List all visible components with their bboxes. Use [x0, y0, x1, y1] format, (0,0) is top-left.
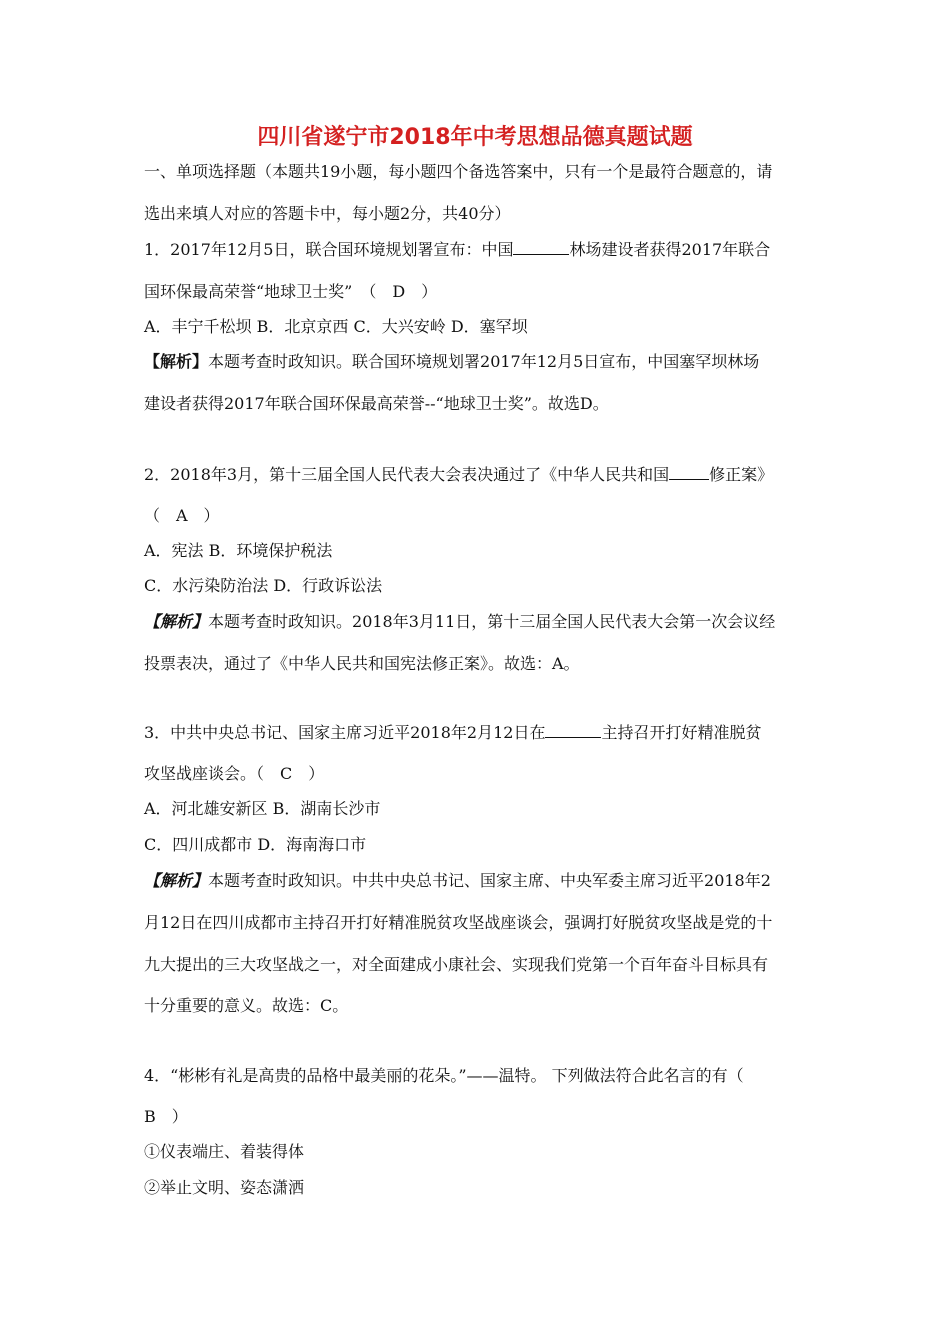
q3-stem-continued: 攻坚战座谈会。（ C ）: [144, 764, 325, 783]
q3-analysis-line-4: 十分重要的意义。故选：C。: [144, 996, 349, 1015]
q1-analysis-tag: 【解析】: [144, 352, 209, 371]
q3-options-1: A．河北雄安新区 B．湖南长沙市: [144, 799, 381, 818]
q2-options-1: A．宪法 B．环境保护税法: [144, 541, 333, 560]
q2-blank: [669, 465, 709, 480]
q2-stem-part-a: 2．2018年3月，第十三届全国人民代表大会表决通过了《中华人民共和国: [144, 465, 670, 484]
q1-analysis-line-2: 建设者获得2017年联合国环保最高荣誉--“地球卫士奖”。故选D。: [144, 394, 609, 413]
document-title: 四川省遂宁市2018年中考思想品德真题试题: [257, 125, 693, 150]
q2-stem-part-b: 修正案》: [709, 465, 774, 484]
q2-options-2: C．水污染防治法 D．行政诉讼法: [144, 576, 383, 595]
q3-options-2: C．四川成都市 D．海南海口市: [144, 835, 367, 854]
q3-analysis-line-2: 月12日在四川成都市主持召开打好精准脱贫攻坚战座谈会，强调打好脱贫攻坚战是党的十: [144, 913, 773, 932]
q2-analysis-line-2: 投票表决，通过了《中华人民共和国宪法修正案》。故选：A。: [144, 654, 580, 673]
q1-options: A．丰宁千松坝 B．北京京西 C．大兴安岭 D．塞罕坝: [144, 317, 528, 336]
q1-analysis-line-1: [144, 352, 824, 372]
q2-analysis-line-1: [144, 612, 824, 632]
section-instruction-line-1: 一、单项选择题（本题共19小题，每小题四个备选答案中，只有一个是最符合题意的，请: [144, 162, 773, 181]
q3-analysis-line-3: 九大提出的三大攻坚战之一，对全面建成小康社会、实现我们党第一个百年奋斗目标具有: [144, 955, 769, 974]
q1-stem-continued: 国环保最高荣誉“地球卫士奖” （ D ）: [144, 282, 438, 301]
q2-answer: （ A ）: [144, 506, 220, 525]
q1-stem-part-a: 1．2017年12月5日，联合国环境规划署宣布：中国: [144, 240, 514, 259]
section-instruction-line-2: 选出来填人对应的答题卡中，每小题2分，共40分）: [144, 204, 511, 223]
q3-analysis-tag: 【解析】: [144, 871, 209, 890]
q2-analysis-tag: 【解析】: [144, 612, 209, 631]
q1-analysis-text-1: 本题考查时政知识。联合国环境规划署2017年12月5日宣布，中国塞罕坝林场: [208, 352, 760, 371]
q2-analysis-text-1: 本题考查时政知识。2018年3月11日，第十三届全国人民代表大会第一次会议经: [208, 612, 776, 631]
q3-stem-part-a: 3．中共中央总书记、国家主席习近平2018年2月12日在: [144, 723, 546, 742]
q1-stem-part-b: 林场建设者获得2017年联合: [569, 240, 771, 259]
q3-stem: [144, 723, 824, 743]
q3-blank: [545, 723, 601, 738]
q3-stem-part-b: 主持召开打好精准脱贫: [601, 723, 762, 742]
q4-item-2: ②举止文明、姿态潇洒: [144, 1178, 305, 1197]
q4-answer: B ）: [144, 1107, 188, 1126]
q3-analysis-text-1: 本题考查时政知识。中共中央总书记、国家主席、中央军委主席习近平2018年2: [208, 871, 771, 890]
q4-stem: 4．“彬彬有礼是高贵的品格中最美丽的花朵。”——温特。 下列做法符合此名言的有（: [144, 1066, 744, 1085]
q1-stem: [144, 240, 824, 260]
q3-analysis-line-1: [144, 871, 824, 891]
q1-blank: [513, 240, 569, 255]
q4-item-1: ①仪表端庄、着装得体: [144, 1142, 305, 1161]
q2-stem: [144, 465, 824, 485]
